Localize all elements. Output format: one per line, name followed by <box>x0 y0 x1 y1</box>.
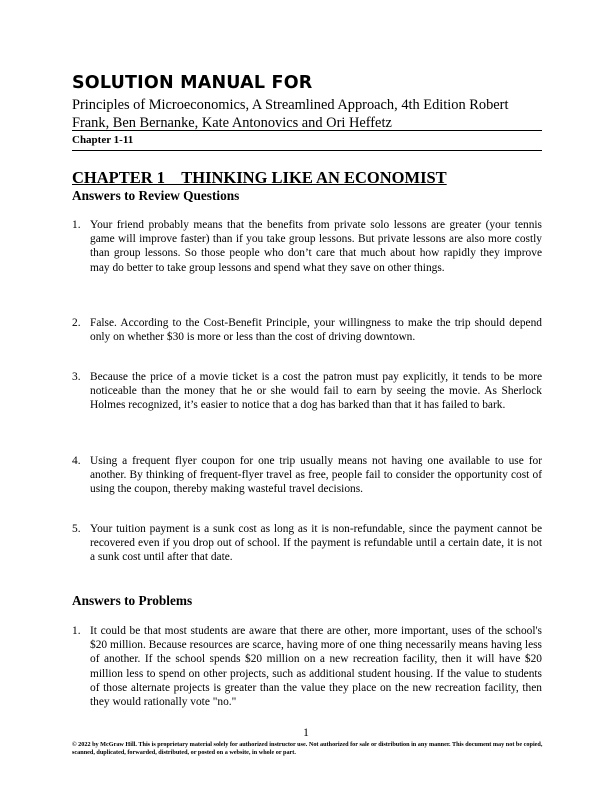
chapter-range: Chapter 1-11 <box>72 134 134 146</box>
review-questions-heading: Answers to Review Questions <box>72 188 240 203</box>
book-subtitle: Principles of Microeconomics, A Streamlined Approach, 4th Edition Robert Frank, Ben Bernanke, Kate Antonovics and Ori Heffetz <box>72 97 509 131</box>
item-number: 1. <box>72 625 81 637</box>
copyright-notice: © 2022 by McGraw Hill. This is proprietary material solely for authorized instructor use. Not authorized for sale or distribution in any manner. This document may not be copied, scanned, duplicated, forwarded, distributed, or posted on a website, in whole or part. <box>72 741 543 756</box>
item-number: 2. <box>72 317 81 329</box>
item-text: Because the price of a movie ticket is a cost the patron must pay explicitly, it tends to be more noticeable than the money that he or she would fail to earn by seeing the movie. As Sherlock Holmes recognized, it’s easier to notice that a dog has barked than that it has failed to bark. <box>90 371 542 412</box>
header-divider <box>72 150 542 151</box>
list-item <box>72 624 542 709</box>
manual-title: SOLUTION MANUAL FOR <box>72 73 313 93</box>
problems-heading: Answers to Problems <box>72 593 193 608</box>
item-number: 1. <box>72 219 81 231</box>
list-item <box>72 370 542 413</box>
item-text: Using a frequent flyer coupon for one trip usually means not having one available to use for another. By thinking of frequent-flyer travel as free, people fail to consider the opportunity cost of using the coupon, thereby making wasteful travel decisions. <box>90 455 542 496</box>
page-number: 1 <box>303 727 309 739</box>
item-text: False. According to the Cost-Benefit Principle, your willingness to make the trip should depend only on whether $30 is more or less than the cost of driving downtown. <box>90 317 542 344</box>
list-item <box>72 218 542 275</box>
list-item <box>72 316 542 344</box>
item-number: 3. <box>72 371 81 383</box>
title-divider <box>72 130 542 131</box>
item-text: It could be that most students are aware that there are other, more important, uses of the school's $20 million. Because resources are scarce, having more of one thing necessarily means having less of another. If the school spends $20 million on a new recreation facility, then it will have $20 million less to spend on other projects, such as additional student housing. If the value to students of those alternate projects is greater than the value they place on the new recreation facility, then they would rationally vote "no." <box>90 625 542 709</box>
item-number: 4. <box>72 455 81 467</box>
list-item <box>72 454 542 497</box>
item-text: Your friend probably means that the benefits from private solo lessons are greater (your tennis game will improve faster) than if you take group lessons. But private lessons are also more costly than group lessons. So those people who don’t care that much about how rapidly they improve may do better to take group lessons and spend what they save on other things. <box>90 219 542 274</box>
chapter-heading: CHAPTER 1 THINKING LIKE AN ECONOMIST <box>72 168 447 187</box>
item-text: Your tuition payment is a sunk cost as long as it is non-refundable, since the payment cannot be recovered even if you drop out of school. If the payment is refundable until a certain date, it is not a sunk cost until after that date. <box>90 523 542 564</box>
item-number: 5. <box>72 523 81 535</box>
list-item <box>72 522 542 565</box>
